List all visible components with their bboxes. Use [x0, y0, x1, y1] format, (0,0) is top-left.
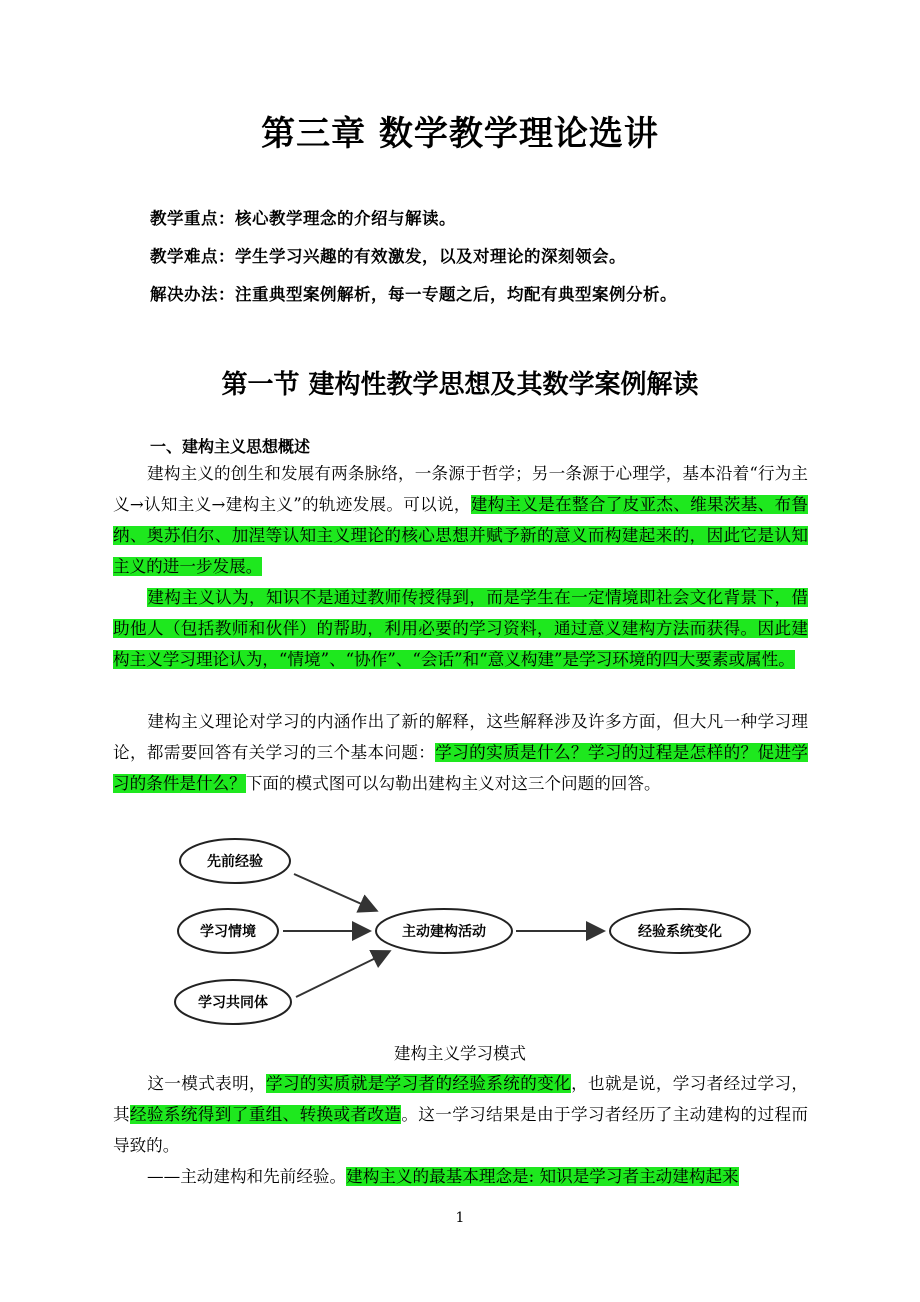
paragraph-4-text-a: 这一模式表明，: [147, 1074, 266, 1093]
paragraph-3: [113, 706, 808, 799]
paragraph-3-tail: 下面的模式图可以勾勒出建构主义对这三个问题的回答。: [245, 774, 661, 793]
arrow-prior-to-center: [294, 874, 375, 910]
node-active-construction: 主动建构活动: [402, 924, 486, 940]
teaching-difficulty: 教学难点：学生学习兴趣的有效激发，以及对理论的深刻领会。: [150, 247, 626, 266]
paragraph-1-highlight: 建构主义是在整合了皮亚杰、维果茨基、布鲁纳、奥苏伯尔、加涅等认知主义理论的核心思想并赋予新的意义而构建起来的，因此它是认知主义的进一步发展。: [113, 495, 809, 576]
sub-heading: 一、建构主义思想概述: [150, 437, 311, 456]
arrow-community-to-center: [296, 952, 388, 997]
paragraph-3-highlight: 学习的实质是什么？学习的过程是怎样的？促进学习的条件是什么？: [113, 743, 809, 793]
paragraph-5-text: ——主动建构和先前经验。: [147, 1167, 347, 1186]
chapter-title: 第三章 数学教学理论选讲: [261, 114, 659, 154]
paragraph-1-text: 建构主义的创生和发展有两条脉络，一条源于哲学；另一条源于心理学，基本沿着“行为主义→认知主义→建构主义”的轨迹发展。可以说，: [113, 464, 808, 514]
paragraph-3-text: 建构主义理论对学习的内涵作出了新的解释，这些解释涉及许多方面，但大凡一种学习理论，都需要回答有关学习的三个基本问题：: [113, 712, 808, 762]
constructivism-diagram: [170, 830, 770, 1030]
node-experience-change: 经验系统变化: [638, 924, 722, 940]
teaching-focus: 教学重点：核心教学理念的介绍与解读。: [150, 209, 456, 228]
paragraph-4: [113, 1068, 808, 1161]
node-learning-situation: 学习情境: [200, 924, 256, 940]
paragraph-4-highlight-1: 学习的实质就是学习者的经验系统的变化: [266, 1074, 572, 1093]
section-title: 第一节 建构性教学思想及其数学案例解读: [221, 370, 699, 400]
paragraph-5: [113, 1161, 808, 1192]
paragraph-4-text-c: ，也就是说，学习者经过学习，其: [113, 1074, 809, 1124]
diagram-caption: 建构主义学习模式: [394, 1044, 526, 1063]
paragraph-4-text-e: 。这一学习结果是由于学习者经历了主动建构的过程而导致的。: [113, 1105, 809, 1155]
paragraph-2: [113, 582, 808, 675]
paragraph-4-highlight-2: 经验系统得到了重组、转换或者改造: [129, 1105, 402, 1124]
teaching-solution: 解决办法：注重典型案例解析，每一专题之后，均配有典型案例分析。: [150, 285, 677, 304]
paragraph-2-highlight: 建构主义认为，知识不是通过教师传授得到，而是学生在一定情境即社会文化背景下，借助他人（包括教师和伙伴）的帮助，利用必要的学习资料，通过意义建构方法而获得。因此建构主义学习理论认为，“情境”、“协作”、“会话”和“意义构建”是学习环境的四大要素或属性。: [113, 588, 808, 669]
paragraph-5-highlight: 建构主义的最基本理念是: 知识是学习者主动建构起来: [346, 1167, 739, 1186]
page-number: 1: [455, 1210, 465, 1226]
node-prior-experience: 先前经验: [207, 854, 263, 870]
node-learning-community: 学习共同体: [198, 995, 268, 1011]
paragraph-1: [113, 458, 808, 582]
